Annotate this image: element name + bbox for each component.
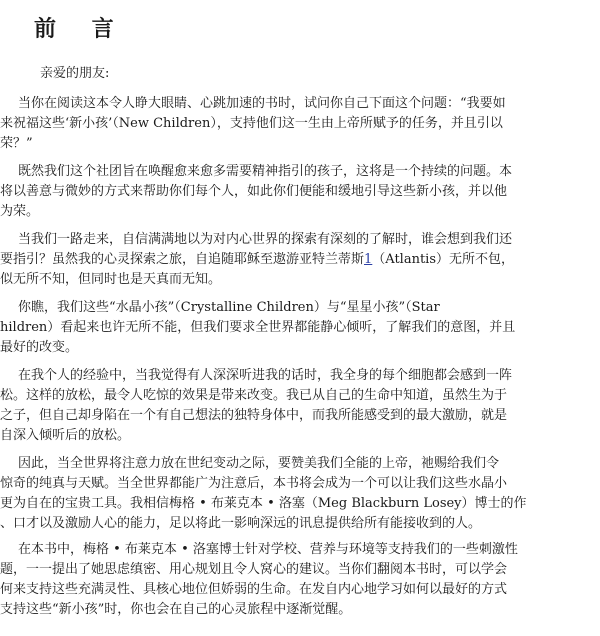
paragraph-line xyxy=(0,250,600,270)
footnote-link[interactable]: 1 xyxy=(364,252,373,267)
paragraph-line: 支持这些“新小孩”时，你也会在自己的心灵旅程中逐渐觉醒。 xyxy=(0,602,352,617)
paragraph-line: 、口才以及激励人心的能力，足以将此一影响深远的讯息提供给所有能接收到的人。 xyxy=(0,516,482,531)
paragraph-1 xyxy=(0,94,600,154)
paragraph-line: 松。这样的放松，最令人吃惊的效果是带来改变。我已从自己的生命中知道，虽然生为于 xyxy=(0,388,508,403)
paragraph-line: 似无所不知，但同时也是天真而无知。 xyxy=(0,272,222,287)
paragraph-line: 更为自在的宝贵工具。我相信梅格 • 布莱克本 • 洛塞（Meg Blackburn Losey）博士的作 xyxy=(0,496,527,511)
paragraph-line: 何来支持这些充满灵性、具核心地位但娇弱的生命。在发自内心地学习如何以最好的方式 xyxy=(0,582,508,597)
greeting: 亲爱的朋友: xyxy=(40,66,110,81)
paragraph-line: 来祝福这些‘新小孩’（New Children），支持他们这一生由上帝所赋予的任务，并且引以 xyxy=(0,116,503,131)
paragraph-3 xyxy=(0,230,600,290)
paragraph-line: 荣？” xyxy=(0,136,33,151)
paragraph-line: 因此，当全世界将注意力放在世纪变动之际，要赞美我们全能的上帝，祂赐给我们令 xyxy=(18,456,500,471)
paragraph-line: 在我个人的经验中，当我觉得有人深深听进我的话时，我全身的每个细胞都会感到一阵 xyxy=(18,368,513,383)
paragraph-line: 当我们一路走来，自信满满地以为对内心世界的探索有深刻的了解时，谁会想到我们还 xyxy=(18,232,513,247)
paragraph-line-text: （Atlantis）无所不包， xyxy=(372,252,515,267)
paragraph-line: 既然我们这个社团旨在唤醒愈来愈多需要精神指引的孩子，这将是一个持续的问题。本 xyxy=(18,164,513,179)
paragraph-line: 将以善意与微妙的方式来帮助你们每个人，如此你们便能和缓地引导这些新小孩，并以他 xyxy=(0,184,508,199)
paragraph-line: 之子，但自己却身陷在一个有自己想法的独特身体中，而我所能感受到的最大激励，就是 xyxy=(0,408,508,423)
paragraph-2 xyxy=(0,162,600,222)
paragraph-line: 在本书中，梅格 • 布莱克本 • 洛塞博士针对学校、营养与环境等支持我们的一些刺激性 xyxy=(18,542,518,557)
paragraph-line: 你瞧，我们这些“水晶小孩”（Crystalline Children）与“星星小孩”（Star xyxy=(18,300,440,315)
paragraph-line: 自深入倾听后的放松。 xyxy=(0,428,131,443)
page-title: 前 言 xyxy=(34,17,128,42)
paragraph-7 xyxy=(0,540,600,620)
paragraph-6 xyxy=(0,454,600,534)
paragraph-line: 最好的改变。 xyxy=(0,340,79,355)
paragraph-line: 当你在阅读这本令人睁大眼睛、心跳加速的书时，试问你自己下面这个问题：“我要如 xyxy=(18,96,506,111)
paragraph-line-text: 要指引？虽然我的心灵探索之旅，自追随耶稣至遨游亚特兰蒂斯 xyxy=(0,252,365,267)
paragraph-line: hildren）看起来也许无所不能，但我们要求全世界都能静心倾听，了解我们的意图，并且 xyxy=(0,320,516,335)
paragraph-4 xyxy=(0,298,600,358)
paragraph-5 xyxy=(0,366,600,446)
paragraph-line: 为荣。 xyxy=(0,204,40,219)
paragraph-line: 惊奇的纯真与天赋。当全世界都能广为注意后，本书将会成为一个可以让我们这些水晶小 xyxy=(0,476,508,491)
paragraph-line: 题，一一提出了她思虑缜密、用心规划且令人窝心的建议。当你们翻阅本书时，可以学会 xyxy=(0,562,508,577)
